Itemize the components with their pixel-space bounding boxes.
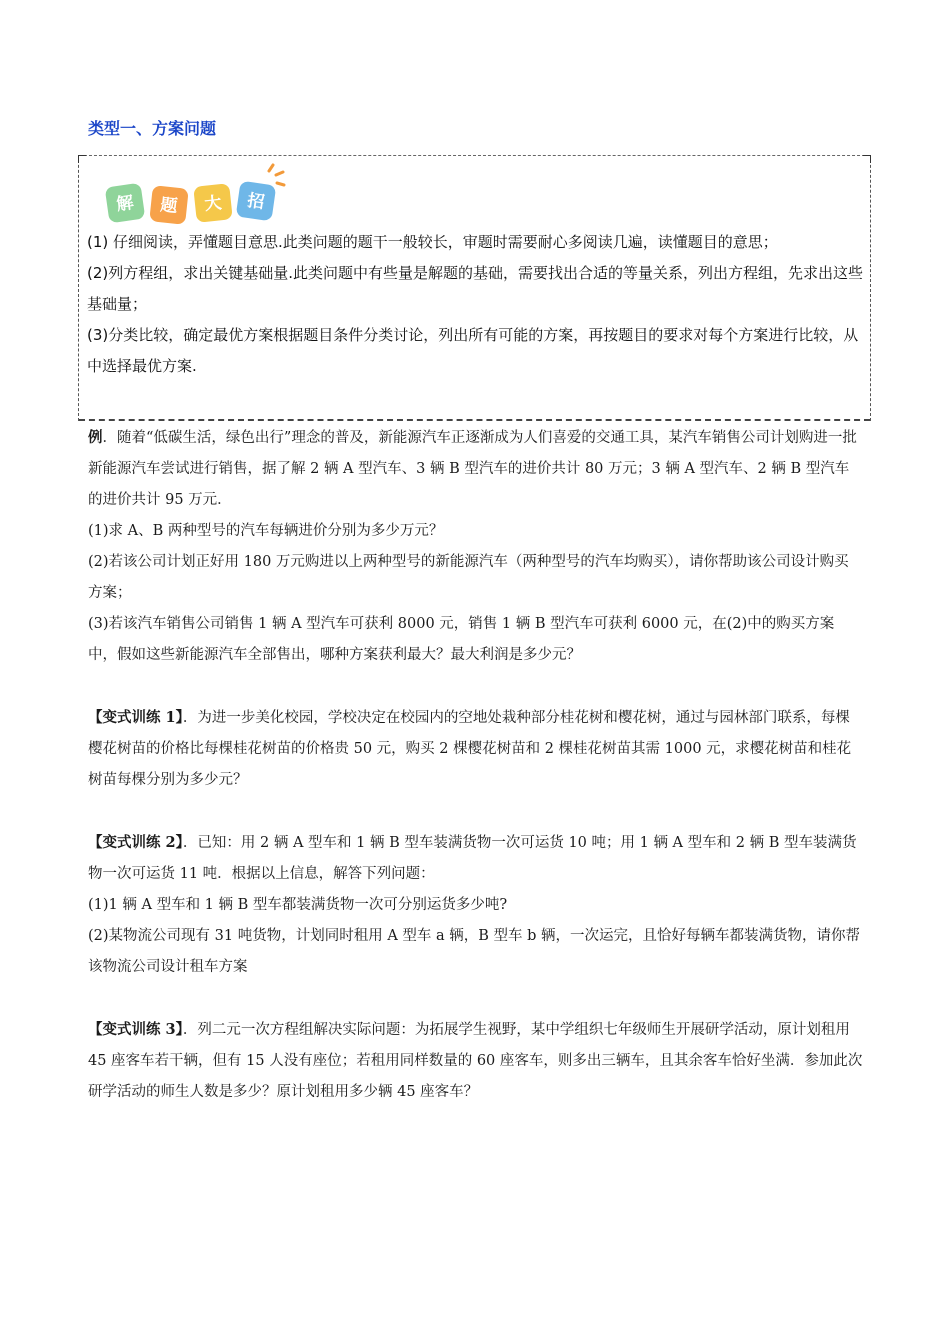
corner-mark <box>863 155 871 163</box>
example-question: (1)求 A、B 两种型号的汽车每辆进价分别为多少万元？ <box>88 523 444 539</box>
variant2-label: 【变式训练 2】 <box>88 834 183 851</box>
tips-box <box>78 155 871 421</box>
variant3-text: ．列二元一次方程组解决实际问题：为拓展学生视野，某中学组织七年级师生开展研学活动，原计划租用 45 座客车若干辆，但有 15 人没有座位；若租用同样数量的 60 座客车，则多出三辆车，且其余客车恰好坐满．参加此次研学活动的师生人数是多少？原计划租用多少辆 45 座客车？ <box>88 1022 863 1100</box>
example-question: (3)若该汽车销售公司销售 1 辆 A 型汽车可获利 8000 元，销售 1 辆 B 型汽车可获利 6000 元，在(2)中的购买方案中，假如这些新能源汽车全部售出，哪种方案获利最大？最大利润是多少元？ <box>88 616 835 663</box>
section-title: 类型一、方案问题 <box>88 119 217 138</box>
variant2-text: ．已知：用 2 辆 A 型车和 1 辆 B 型车装满货物一次可运货 10 吨；用 1 辆 A 型车和 2 辆 B 型车装满货物一次可运货 11 吨．根据以上信息，解答下列问题： <box>88 835 857 882</box>
variant1-label: 【变式训练 1】 <box>88 709 183 726</box>
example-question: (2)若该公司计划正好用 180 万元购进以上两种型号的新能源汽车（两种型号的汽车均购买），请你帮助该公司设计购买方案； <box>88 554 849 601</box>
variant1-text: ．为进一步美化校园，学校决定在校园内的空地处栽种部分桂花树和樱花树，通过与园林部门联系，每棵樱花树苗的价格比每棵桂花树苗的价格贵 50 元，购买 2 棵樱花树苗和 2 棵桂花树苗其需 1000 元，求樱花树苗和桂花树苗每棵分别为多少元？ <box>88 710 852 788</box>
badge-char: 题 <box>159 195 179 217</box>
variant2-paragraph <box>88 827 863 890</box>
tips-badge-icon <box>93 163 293 225</box>
tips-box-top-border <box>79 155 870 156</box>
tips-text <box>87 227 865 382</box>
tips-box-bottom-border <box>79 419 870 421</box>
variant3-paragraph <box>88 1014 863 1108</box>
corner-mark <box>78 155 86 163</box>
example-paragraph <box>88 422 863 516</box>
variant3-label: 【变式训练 3】 <box>88 1021 183 1038</box>
sparkle-icon <box>269 165 284 185</box>
variant2-question: (1)1 辆 A 型车和 1 辆 B 型车都装满货物一次可分别运货多少吨? <box>88 897 508 913</box>
variant2-question: (2)某物流公司现有 31 吨货物，计划同时租用 A 型车 a 辆，B 型车 b 辆，一次运完，且恰好每辆车都装满货物，请你帮该物流公司设计租车方案 <box>88 928 861 975</box>
problems-content <box>88 422 863 1108</box>
variant1-paragraph <box>88 702 863 796</box>
tips-line: (2)列方程组，求出关键基础量.此类问题中有些量是解题的基础，需要找出合适的等量关系，列出方程组，先求出这些基础量； <box>87 264 864 313</box>
badge-char: 大 <box>203 193 223 215</box>
example-text: ．随着“低碳生活，绿色出行”理念的普及，新能源汽车正逐渐成为人们喜爱的交通工具，某汽车销售公司计划购进一批新能源汽车尝试进行销售，据了解 2 辆 A 型汽车、3 辆 B 型汽车的进价共计 80 万元；3 辆 A 型汽车、2 辆 B 型汽车的进价共计 95 万元． <box>88 430 857 508</box>
tips-line: (3)分类比较，确定最优方案根据题目条件分类讨论，列出所有可能的方案，再按题目的要求对每个方案进行比较，从中选择最优方案. <box>87 326 859 375</box>
badge-char: 招 <box>246 190 266 214</box>
example-label: 例 <box>88 429 103 446</box>
badge-char: 解 <box>115 192 135 216</box>
tips-line: (1) 仔细阅读，弄懂题目意思.此类问题的题干一般较长，审题时需要耐心多阅读几遍，读懂题目的意思； <box>87 233 778 251</box>
